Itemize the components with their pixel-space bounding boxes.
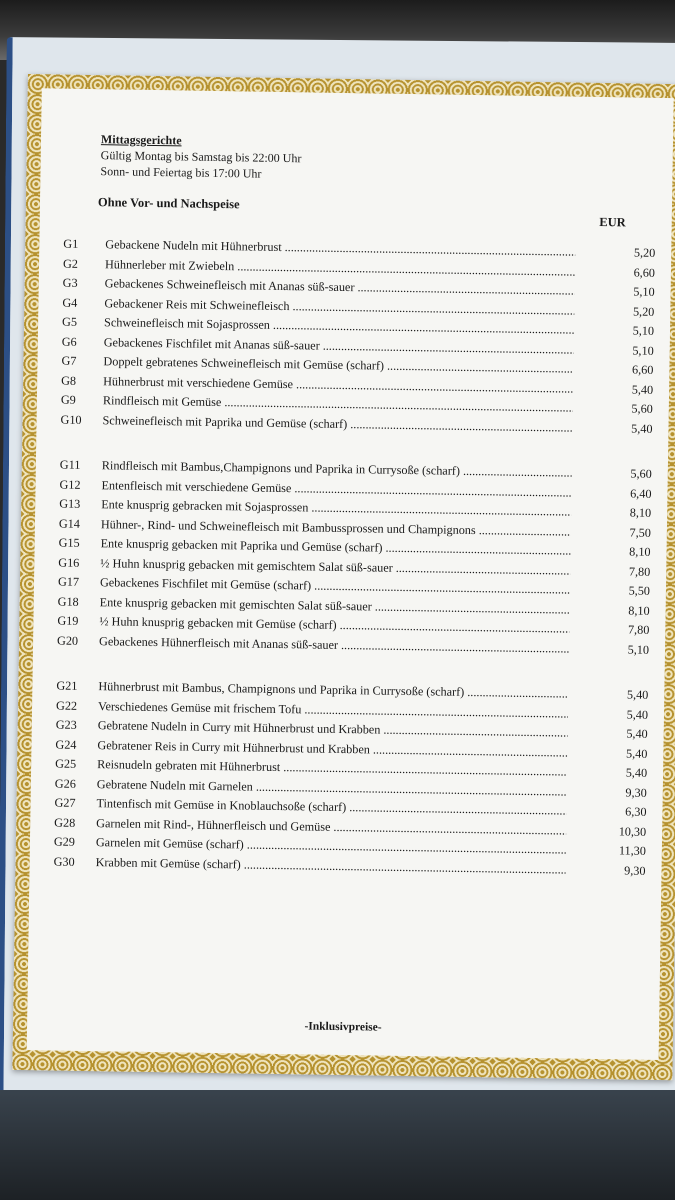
menu-header <box>100 131 301 182</box>
item-number: G17 <box>57 574 80 589</box>
item-price: 5,40 <box>626 706 649 722</box>
item-name: Gebackenes Fischfilet mit Ananas süß-sauer ..... <box>104 333 574 360</box>
item-number: G3 <box>62 275 78 290</box>
item-price: 8,10 <box>629 505 652 520</box>
item-price: 5,40 <box>631 382 654 397</box>
item-number: G15 <box>58 535 80 550</box>
item-name: Garnelen mit Gemüse (scharf) ..... <box>96 833 566 860</box>
item-name: Entenfleisch mit verschiedene Gemüse ..... <box>101 476 571 503</box>
item-price: 5,10 <box>633 284 655 299</box>
item-price: 10,30 <box>618 823 647 839</box>
item-price: 5,40 <box>625 765 648 780</box>
item-number: G14 <box>58 516 81 531</box>
item-name: Ente knusprig gebacken mit gemischten Salat süß-sauer ..... <box>100 593 570 620</box>
item-price: 5,20 <box>633 245 656 260</box>
item-name: Hühnerbrust mit verschiedene Gemüse ..... <box>103 372 573 399</box>
item-number: G23 <box>55 717 77 732</box>
item-name: Doppelt gebratenes Schweinefleisch mit Gemüse (scharf) ..... <box>103 352 573 379</box>
item-name: Garnelen mit Rind-, Hühnerfleisch und Gemüse ..... <box>96 814 566 841</box>
item-number: G12 <box>59 477 81 492</box>
item-number: G29 <box>53 834 76 849</box>
item-number: G2 <box>62 256 79 271</box>
item-price: 7,80 <box>627 622 650 637</box>
item-number: G5 <box>62 314 78 329</box>
item-number: G20 <box>57 633 79 648</box>
item-number: G11 <box>59 457 81 472</box>
item-number: G25 <box>55 756 77 771</box>
item-name: Reisnudeln gebraten mit Hühnerbrust ..... <box>97 755 567 782</box>
menu-subtitle: Ohne Vor- und Nachspeise <box>97 195 240 212</box>
item-price: 5,10 <box>632 323 655 338</box>
item-number: G8 <box>61 373 77 388</box>
item-name: Tintenfisch mit Gemüse in Knoblauchsoße (scharf) ..... <box>96 794 566 821</box>
item-number: G24 <box>55 737 77 752</box>
item-number: G21 <box>56 678 78 693</box>
item-name: Gebackener Reis mit Schweinefleisch ..... <box>104 294 574 321</box>
item-name: ½ Huhn knusprig gebacken mit gemischtem Salat süß-sauer ..... <box>100 554 570 581</box>
item-price: 6,60 <box>631 362 654 377</box>
item-number: G19 <box>57 613 79 628</box>
item-name: Gebackenes Hühnerfleisch mit Ananas süß-sauer ..... <box>99 632 569 659</box>
item-price: 11,30 <box>618 843 646 858</box>
item-price: 5,40 <box>626 687 649 702</box>
item-name: Gebratener Reis in Curry mit Hühnerbrust und Krabben ..... <box>97 736 567 763</box>
item-price: 6,40 <box>630 486 652 501</box>
item-name: Gebackenes Schweinefleisch mit Ananas süß-sauer ..... <box>105 274 575 301</box>
item-name: Rindfleisch mit Bambus,Champignons und Paprika in Currysoße (scharf) ..... <box>102 456 572 483</box>
item-price: 5,20 <box>632 304 655 319</box>
item-price: 7,80 <box>628 564 651 579</box>
item-number: G9 <box>60 392 76 407</box>
item-price: 5,60 <box>630 466 652 481</box>
item-price: 8,10 <box>628 602 650 618</box>
item-price: 7,50 <box>629 525 651 540</box>
item-price: 6,60 <box>633 265 656 280</box>
item-number: G7 <box>61 353 77 368</box>
photo-background-bottom <box>0 1090 675 1200</box>
item-name: Schweinefleisch mit Paprika und Gemüse (scharf) ..... <box>102 411 572 438</box>
item-number: G27 <box>54 795 76 810</box>
menu-title: Mittagsgerichte <box>100 132 182 148</box>
item-number: G16 <box>58 555 80 570</box>
item-number: G13 <box>59 496 81 511</box>
item-price: 5,40 <box>625 745 648 761</box>
ornamental-border <box>12 74 675 1080</box>
item-name: Ente knusprig gebracken mit Sojasprossen ..... <box>101 495 571 522</box>
item-price: 8,10 <box>629 544 651 559</box>
item-number: G30 <box>53 854 75 869</box>
item-price: 9,30 <box>624 862 646 878</box>
item-price: 5,10 <box>632 343 654 358</box>
item-number: G4 <box>62 295 78 310</box>
item-number: G10 <box>60 412 82 427</box>
item-price: 5,40 <box>626 726 648 741</box>
item-name: Rindfleisch mit Gemüse ..... <box>103 391 573 418</box>
item-price: 6,30 <box>625 804 647 819</box>
item-name: Gebackenes Fischfilet mit Gemüse (scharf) ..... <box>100 573 570 600</box>
item-price: 5,50 <box>628 583 651 598</box>
item-number: G26 <box>54 776 76 791</box>
validity-weekdays: Gültig Montag bis Samstag bis 22:00 Uhr <box>100 148 302 166</box>
item-number: G6 <box>61 334 77 349</box>
item-name: Verschiedenes Gemüse mit frischem Tofu ..... <box>98 697 568 724</box>
item-number: G18 <box>57 594 79 609</box>
item-name: Hühnerbrust mit Bambus, Champignons und Paprika in Currysoße (scharf) ..... <box>98 677 568 704</box>
menu-item-list <box>53 235 663 881</box>
footer-note: -Inklusivpreise- <box>304 1020 382 1034</box>
item-price: 5,40 <box>631 421 653 436</box>
currency-label: EUR <box>599 214 626 230</box>
item-name: Hühnerleber mit Zwiebeln ..... <box>105 255 575 282</box>
item-number: G22 <box>55 698 78 713</box>
item-price: 9,30 <box>625 784 647 800</box>
validity-sundays: Sonn- und Feiertag bis 17:00 Uhr <box>100 164 262 181</box>
item-name: Ente knusprig gebacken mit Paprika und Gemüse (scharf) ..... <box>100 534 570 561</box>
item-name: Schweinefleisch mit Sojasprossen ..... <box>104 313 574 340</box>
item-price: 5,10 <box>627 641 650 657</box>
item-name: Gebratene Nudeln in Curry mit Hühnerbrust und Krabben ..... <box>98 716 568 743</box>
item-name: Gebratene Nudeln mit Garnelen ..... <box>97 775 567 802</box>
item-name: Hühner-, Rind- und Schweinefleisch mit Bambussprossen und Champignons ..... <box>101 515 571 542</box>
item-name: Gebackene Nudeln mit Hühnerbrust ..... <box>105 235 575 262</box>
item-number: G1 <box>63 236 79 251</box>
item-price: 5,60 <box>631 401 653 416</box>
item-name: ½ Huhn knusprig gebacken mit Gemüse (scharf) ..... <box>99 612 569 639</box>
item-number: G28 <box>54 815 76 830</box>
item-name: Krabben mit Gemüse (scharf) ..... <box>95 853 565 880</box>
menu-page <box>27 88 674 1060</box>
